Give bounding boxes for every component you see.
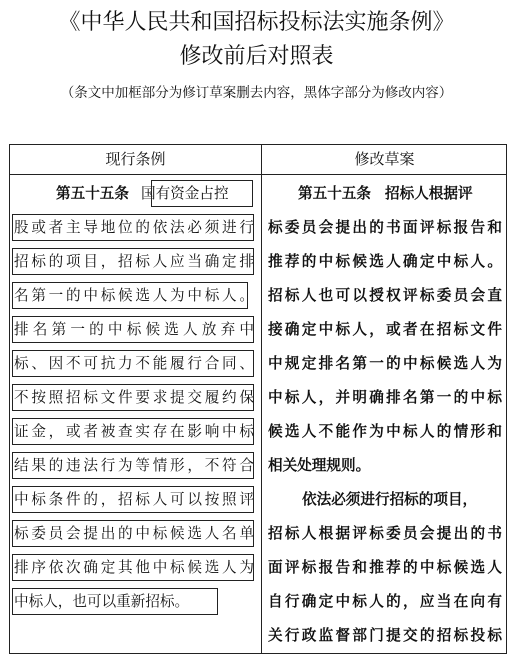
revised-line-7: 中标人，并明确排名第一的中标 [268, 389, 502, 406]
deletion-box [12, 418, 254, 445]
document-note: （条文中加框部分为修订草案删去内容，黑体字部分为修改内容） [60, 85, 453, 101]
deletion-box [12, 554, 254, 581]
header-revised-draft: 修改草案 [354, 150, 415, 168]
column-divider [261, 145, 262, 653]
header-current-regulation: 现行条例 [105, 150, 166, 168]
deletion-box [12, 316, 254, 343]
revised-line-4: 招标人也可以授权评标委员会直 [268, 287, 502, 304]
current-line-6: 标、因不可抗力不能履行合同、 [14, 355, 254, 372]
revised-line-11: 招标人根据评标委员会提出的书 [268, 525, 502, 542]
current-line-12: 排序依次确定其他中标候选人为 [14, 559, 254, 576]
revised-line-3: 推荐的中标候选人确定中标人。 [268, 253, 502, 270]
revised-line-5: 接确定中标人，或者在招标文件 [268, 321, 502, 338]
header-divider [10, 174, 506, 175]
current-line-11: 标委员会提出的中标候选人名单 [14, 525, 254, 542]
current-line-2: 股或者主导地位的依法必须进行 [14, 219, 254, 236]
deletion-box [12, 486, 254, 513]
document-title: 《中华人民共和国招标投标法实施条例》 [58, 10, 455, 35]
current-first-line-text: 国有资金占控 [140, 185, 229, 202]
revised-line-10: 依法必须进行招标的项目， [302, 491, 478, 508]
revised-line-13: 自行确定中标人的，应当在向有 [268, 593, 502, 610]
revised-first-line-text: 招标人根据评 [384, 185, 473, 202]
deletion-box [12, 350, 254, 377]
current-line-7: 不按照招标文件要求提交履约保 [14, 389, 254, 406]
revised-article-number: 第五十五条 [298, 185, 371, 202]
deletion-box [12, 588, 218, 615]
revised-line-9: 相关处理规则。 [268, 457, 371, 474]
comparison-table [9, 144, 507, 654]
current-line-10: 中标条件的，招标人可以按照评 [14, 491, 254, 508]
deletion-box [12, 452, 254, 479]
revised-line-12: 面评标报告和推荐的中标候选人 [268, 559, 502, 576]
revised-line-1 [268, 181, 502, 206]
revised-line-14: 关行政监督部门提交的招标投标 [268, 627, 502, 644]
current-line-9: 结果的违法行为等情形，不符合 [14, 457, 254, 474]
current-line-13: 中标人，也可以重新招标。 [14, 593, 190, 610]
current-article-number: 第五十五条 [56, 185, 129, 202]
deletion-box [12, 384, 254, 411]
deletion-box [12, 282, 248, 309]
revised-line-6: 中规定排名第一的中标候选人为 [268, 355, 502, 372]
revised-line-2: 标委员会提出的书面评标报告和 [268, 219, 502, 236]
deletion-box [12, 520, 254, 547]
deletion-box [151, 180, 253, 207]
document-subtitle: 修改前后对照表 [179, 44, 334, 69]
revised-line-8: 候选人不能作为中标人的情形和 [268, 423, 502, 440]
current-line-5: 排名第一的中标候选人放弃中 [14, 321, 254, 338]
current-line-8: 证金，或者被查实存在影响中标 [14, 423, 254, 440]
current-line-3: 招标的项目，招标人应当确定排 [14, 253, 254, 270]
deletion-box [12, 214, 254, 241]
deletion-box [12, 248, 254, 275]
current-line-4: 名第一的中标候选人为中标人。 [14, 287, 254, 304]
